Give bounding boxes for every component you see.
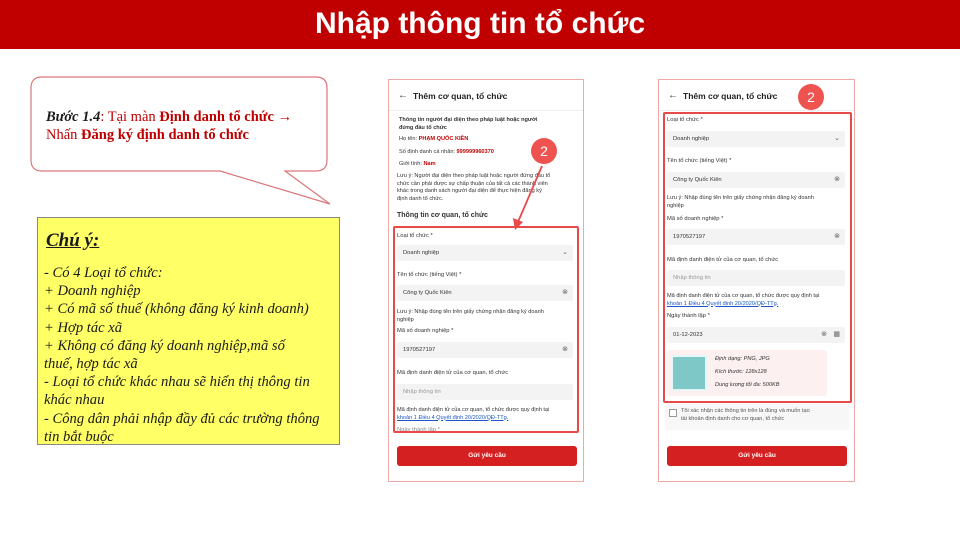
- highlight-frame: [663, 112, 852, 403]
- representative-id: [399, 149, 494, 157]
- step-badge: 2: [531, 138, 557, 164]
- divider: [389, 110, 583, 111]
- clear-icon[interactable]: ⊗: [562, 289, 568, 296]
- eid-label: Mã định danh điện tử của cơ quan, tổ chức: [667, 257, 779, 263]
- clear-icon[interactable]: ⊗: [834, 233, 840, 240]
- callout-step: Bước 1.4: [46, 109, 101, 125]
- org-name-value: Công ty Quốc Kiên: [673, 177, 722, 183]
- org-type-value: Doanh nghiệp: [403, 250, 440, 256]
- org-name-label: Tên tổ chức (tiếng Việt) *: [667, 158, 732, 164]
- title-bar: [0, 0, 960, 49]
- arrow-right-icon: →: [273, 109, 293, 125]
- note-line: + Không có đăng ký doanh nghiệp,mã số: [44, 337, 285, 354]
- representative-gender: [399, 161, 436, 169]
- phone-screen-2: [658, 79, 855, 482]
- note-line: định danh tổ chức.: [397, 195, 444, 202]
- founding-date-value: 01-12-2023: [673, 332, 703, 338]
- back-arrow-icon[interactable]: ←: [668, 90, 678, 101]
- note-box: [37, 217, 340, 445]
- note-line: + Có mã số thuế (không đăng ký kinh doanh): [44, 301, 309, 318]
- eid-note-line: Mã định danh điện tử của cơ quan, tổ chức được quy định tại: [667, 293, 820, 299]
- confirm-line: Tôi xác nhận các thông tin trên là đúng và muốn tạo: [681, 408, 810, 414]
- note-line: Lưu ý: Người đại diện theo pháp luật hoặc người đứng đầu tổ: [397, 173, 551, 179]
- name-value: PHẠM QUỐC KIÊN: [418, 136, 469, 142]
- note-line: + Hợp tác xã: [44, 319, 123, 336]
- step-badge: 2: [798, 84, 824, 110]
- note-line: chức cần phải được sự chấp thuận của tất cả các thành viên: [397, 180, 548, 187]
- slide-title: Nhập thông tin tổ chức: [314, 7, 645, 40]
- phone-screen-1: [388, 79, 584, 482]
- max-size-line: Dung lượng tối đa: 500KB: [715, 382, 780, 388]
- hint-line: Lưu ý: Nhập đúng tên trên giấy chứng nhận đăng ký doanh: [397, 309, 544, 315]
- tax-label: Mã số doanh nghiệp *: [397, 328, 454, 334]
- section-title: Thông tin cơ quan, tổ chức: [397, 212, 488, 219]
- note-lines: [44, 264, 336, 446]
- calendar-icon[interactable]: ▦: [833, 331, 840, 338]
- confirm-text: [681, 408, 810, 423]
- confirm-row[interactable]: [665, 404, 849, 430]
- note-line: - Loại tổ chức khác nhau sẽ hiển thị thông tin: [44, 374, 310, 391]
- divider: [659, 110, 854, 111]
- id-value: 999999960370: [456, 149, 494, 155]
- hint-line: nghiệp: [667, 202, 684, 209]
- representative-title: [399, 117, 538, 132]
- name-label: Họ tên:: [399, 136, 419, 142]
- founding-label: Ngày thành lập *: [667, 313, 710, 319]
- arrow-pointer-icon: [509, 164, 549, 232]
- clear-icon[interactable]: ⊗: [834, 176, 840, 183]
- size-line: Kích thước: 128x128: [715, 369, 767, 375]
- eid-input[interactable]: Nhập thông tin: [397, 384, 573, 400]
- note-line: khác trong danh sách người đại diện để thực hiện đăng ký: [397, 188, 542, 194]
- submit-button[interactable]: Gửi yêu cầu: [667, 446, 847, 466]
- gender-label: Giới tính:: [399, 161, 424, 167]
- submit-button[interactable]: Gửi yêu cầu: [397, 446, 577, 466]
- eid-label: Mã định danh điện tử của cơ quan, tổ chức: [397, 370, 509, 376]
- org-type-label: Loại tổ chức *: [397, 233, 433, 239]
- screen-title: Thêm cơ quan, tổ chức: [683, 91, 778, 101]
- representative-title-line: đứng đầu tổ chức: [399, 124, 447, 131]
- representative-name: [399, 136, 468, 144]
- highlight-frame: [393, 226, 579, 433]
- back-arrow-icon[interactable]: ←: [398, 90, 408, 101]
- clear-icon[interactable]: ⊗: [562, 346, 568, 353]
- org-name-value: Công ty Quốc Kiên: [403, 290, 452, 296]
- chevron-down-icon: ⌄: [834, 135, 840, 142]
- note-line: thuế, hợp tác xã: [44, 356, 138, 373]
- org-name-label: Tên tổ chức (tiếng Việt) *: [397, 272, 462, 278]
- clear-icon[interactable]: ⊗: [821, 331, 827, 338]
- callout-action: Đăng ký định danh tổ chức: [81, 127, 249, 143]
- founding-label: Ngày thành lập *: [397, 427, 440, 433]
- chevron-down-icon: ⌄: [562, 249, 568, 256]
- confirm-line: tài khoản định danh cho cơ quan, tổ chức: [681, 415, 785, 422]
- format-line: Định dạng: PNG, JPG: [715, 356, 770, 362]
- tax-label: Mã số doanh nghiệp *: [667, 216, 724, 222]
- note-line: tin bắt buộc: [44, 428, 114, 445]
- eid-note-line: Mã định danh điện tử của cơ quan, tổ chức được quy định tại: [397, 407, 550, 413]
- note-line: - Công dân phải nhập đầy đủ các trường thông: [44, 410, 320, 427]
- gender-value: Nam: [423, 161, 436, 167]
- callout-screen-name: Định danh tổ chức: [159, 109, 274, 125]
- representative-title-line: Thông tin người đại diện theo pháp luật hoặc người: [399, 117, 538, 123]
- note-line: - Có 4 Loại tổ chức:: [44, 265, 163, 281]
- screen-header: [389, 88, 583, 108]
- tax-value: 1970527197: [673, 234, 706, 240]
- id-label: Số định danh cá nhân:: [399, 149, 457, 155]
- org-type-value: Doanh nghiệp: [673, 136, 710, 142]
- eid-input[interactable]: Nhập thông tin: [667, 270, 845, 286]
- tax-value: 1970527197: [403, 347, 436, 353]
- confirm-checkbox[interactable]: [669, 409, 677, 417]
- callout-text: [46, 108, 321, 144]
- hint-line: nghiệp: [397, 316, 414, 323]
- regulation-link[interactable]: khoản 1 Điều 4 Quyết định 20/2020/QĐ-TTg.: [397, 414, 509, 421]
- note-line: + Doanh nghiệp: [44, 283, 141, 300]
- hint-line: Lưu ý: Nhập đúng tên trên giấy chứng nhận đăng ký doanh: [667, 195, 814, 201]
- note-title: Chú ý:: [46, 230, 100, 251]
- screen-title: Thêm cơ quan, tổ chức: [413, 91, 508, 101]
- representative-note: [397, 173, 577, 203]
- note-line: khác nhau: [44, 392, 105, 409]
- callout-text-2: Nhấn: [46, 127, 82, 143]
- org-type-label: Loại tổ chức *: [667, 117, 703, 123]
- callout-text-1: : Tại màn: [100, 109, 160, 125]
- regulation-link[interactable]: khoản 1 Điều 4 Quyết định 20/2020/QĐ-TTg.: [667, 300, 779, 307]
- screen-header: [659, 88, 854, 108]
